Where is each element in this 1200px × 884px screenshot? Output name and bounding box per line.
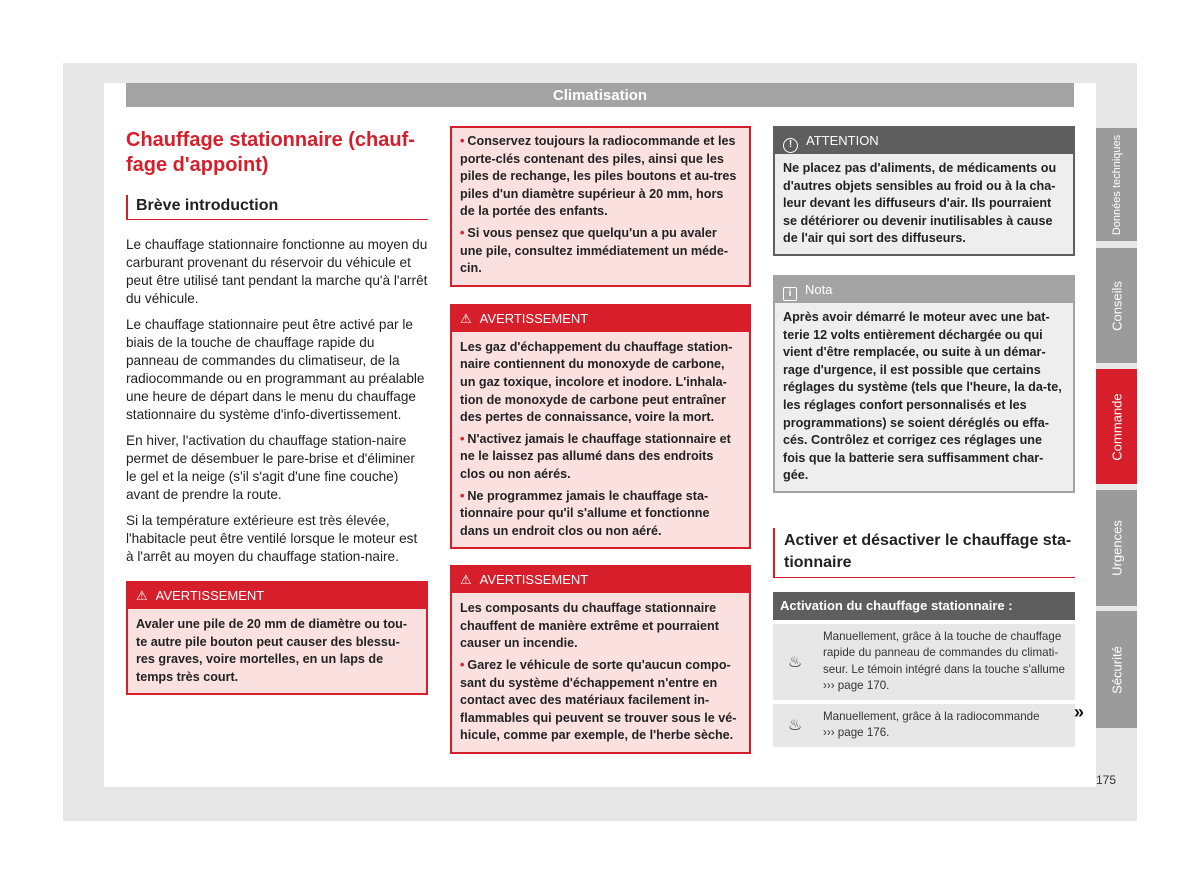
page-reference-link[interactable]: ››› page 170. <box>823 679 890 693</box>
attention-label: ATTENTION <box>806 133 879 148</box>
warning-icon: ⚠ <box>136 588 148 603</box>
warning-intro: Les composants du chauffage stationnaire chauffent de manière extrême et pourraient causer un incendie. <box>460 601 719 651</box>
subsection-title: Brève introduction <box>126 195 428 220</box>
table-row <box>773 624 1075 700</box>
paragraph: En hiver, l'activation du chauffage station-naire permet de désembuer le pare-brise et d'éliminer le gel et la neige (s'il s'agit d'une fine couche) avant de prendre la route. <box>126 433 415 502</box>
page-reference-link[interactable]: ››› page 176. <box>823 726 890 740</box>
warning-icon: ⚠ <box>460 310 472 326</box>
chapter-header: Climatisation <box>126 83 1074 107</box>
table-cell: Manuellement, grâce à la radiocommande ››› page 176. <box>823 709 1040 740</box>
column-left <box>126 126 428 695</box>
remote-heat-icon: ♨ <box>787 717 803 735</box>
tab-label: Données techniques <box>1110 134 1123 235</box>
tab-label: Urgences <box>1109 520 1124 576</box>
warning-icon: ⚠ <box>460 572 472 588</box>
note-box <box>773 275 1075 493</box>
note-header <box>775 277 1073 303</box>
warning-intro: Les gaz d'échappement du chauffage station-naire contiennent du monoxyde de carbone, un gaz toxique, incolore et inodore. L'inhala-tion de monoxyde de carbone peut entraîner des pertes de connaissance, voire la mort. <box>460 339 733 425</box>
warning-body: Avaler une pile de 20 mm de diamètre ou tou-te autre pile bouton peut causer des blessu-res graves, voire mortelles, en un laps de temps très court. <box>136 617 408 684</box>
attention-box <box>773 126 1075 256</box>
warning-box <box>450 304 751 550</box>
tab-label: Conseils <box>1109 280 1124 331</box>
bullet-icon: • <box>460 225 465 240</box>
bullet-icon: • <box>460 488 465 503</box>
note-body: Après avoir démarré le moteur avec une bat-terie 12 volts entièrement déchargée ou qui vient d'être remplacée, ou suite à un démar-rage d'urgence, il est possible que certains réglages du système (tels que l'heure, la da-te, les réglages confort personnalisés et les programmations) se soient déréglés ou effa-cés. Contrôlez et corrigez ces réglages une fois que la batterie sera suffisamment char-gée. <box>783 309 1062 483</box>
tab-label: Commande <box>1109 392 1124 461</box>
list-item: • Ne programmez jamais le chauffage sta-tionnaire pour qu'il s'allume et fonctionne dans un endroit clos ou non aéré. <box>460 488 710 538</box>
continue-icon: » <box>1074 702 1085 722</box>
tab-label: Sécurité <box>1109 645 1124 694</box>
tab-securite[interactable] <box>1096 611 1137 728</box>
warning-box-continued <box>450 126 751 287</box>
tab-conseils[interactable] <box>1096 248 1137 363</box>
activation-table <box>773 592 1075 747</box>
attention-body: Ne placez pas d'aliments, de médicaments ou d'autres objets sensibles au froid ou à la cha-leur devant les diffuseurs d'air. Ils pourraient se détériorer ou devenir inutilisables à cause de l'air qui sort des diffuseurs. <box>783 161 1057 246</box>
column-right <box>773 126 1075 747</box>
bullet-icon: • <box>460 658 465 673</box>
section-title: Chauffage stationnaire (chauf-fage d'appoint) <box>126 129 415 176</box>
warning-label: AVERTISSEMENT <box>479 310 589 326</box>
list-item: • Garez le véhicule de sorte qu'aucun compo-sant du système d'échappement n'entre en contact avec des matériaux facilement in-flammables qui peuvent se trouver sous le vé-hicule, comme par exemple, de l'herbe sèche. <box>460 658 737 743</box>
warning-header <box>128 583 426 609</box>
warning-box <box>126 581 428 695</box>
info-icon: i <box>783 287 797 301</box>
seat-heat-icon: ♨ <box>787 653 803 671</box>
bullet-icon: • <box>460 134 465 148</box>
table-row <box>773 704 1075 747</box>
list-item: • N'activez jamais le chauffage stationnaire et ne le laissez pas allumé dans des endroits clos ou non aérés. <box>460 431 731 481</box>
tab-urgences[interactable] <box>1096 490 1137 606</box>
bullet-icon: • <box>460 431 465 446</box>
paragraph: Le chauffage stationnaire fonctionne au moyen du carburant provenant du réservoir du véhicule et peut être utilisé tant pendant la marche qu'à l'arrêt du véhicule. <box>126 237 428 306</box>
column-middle <box>450 126 751 754</box>
table-header: Activation du chauffage stationnaire : <box>773 592 1075 620</box>
table-cell: Manuellement, grâce à la touche de chauffage rapide du panneau de commandes du climati-seur. Le témoin intégré dans la touche s'allume ››› page 170. <box>823 629 1065 693</box>
tab-commande[interactable] <box>1096 369 1137 484</box>
warning-box <box>450 565 751 754</box>
note-label: Nota <box>805 281 833 297</box>
warning-label: AVERTISSEMENT <box>155 588 265 603</box>
tab-donnees-techniques[interactable] <box>1096 128 1137 241</box>
list-item: • Si vous pensez que quelqu'un a pu avaler une pile, consultez immédiatement un méde-cin. <box>460 225 729 276</box>
subsection-title: Activer et désactiver le chauffage sta-tionnaire <box>773 528 1075 578</box>
warning-header <box>452 306 749 332</box>
alert-circle-icon: ! <box>783 138 798 153</box>
attention-header <box>775 128 1073 154</box>
page-number: 175 <box>1096 773 1117 787</box>
warning-header <box>452 567 749 593</box>
paragraph: Si la température extérieure est très élevée, l'habitacle peut être ventilé lorsque le moteur est à l'arrêt au moyen du chauffage station-naire. <box>126 513 418 564</box>
warning-label: AVERTISSEMENT <box>479 572 589 588</box>
paragraph: Le chauffage stationnaire peut être activé par le biais de la touche de chauffage rapide du panneau de commandes du climatiseur, de la radiocommande ou en programmant au préalable une heure de départ dans le menu du chauffage stationnaire du système d'info-divertissement. <box>126 317 425 422</box>
list-item: • Conservez toujours la radiocommande et les porte-clés contenant des piles, ainsi que les piles de rechange, les piles boutons et au-tres piles d'un diamètre supérieur à 20 mm, hors de la portée des enfants. <box>460 134 737 219</box>
